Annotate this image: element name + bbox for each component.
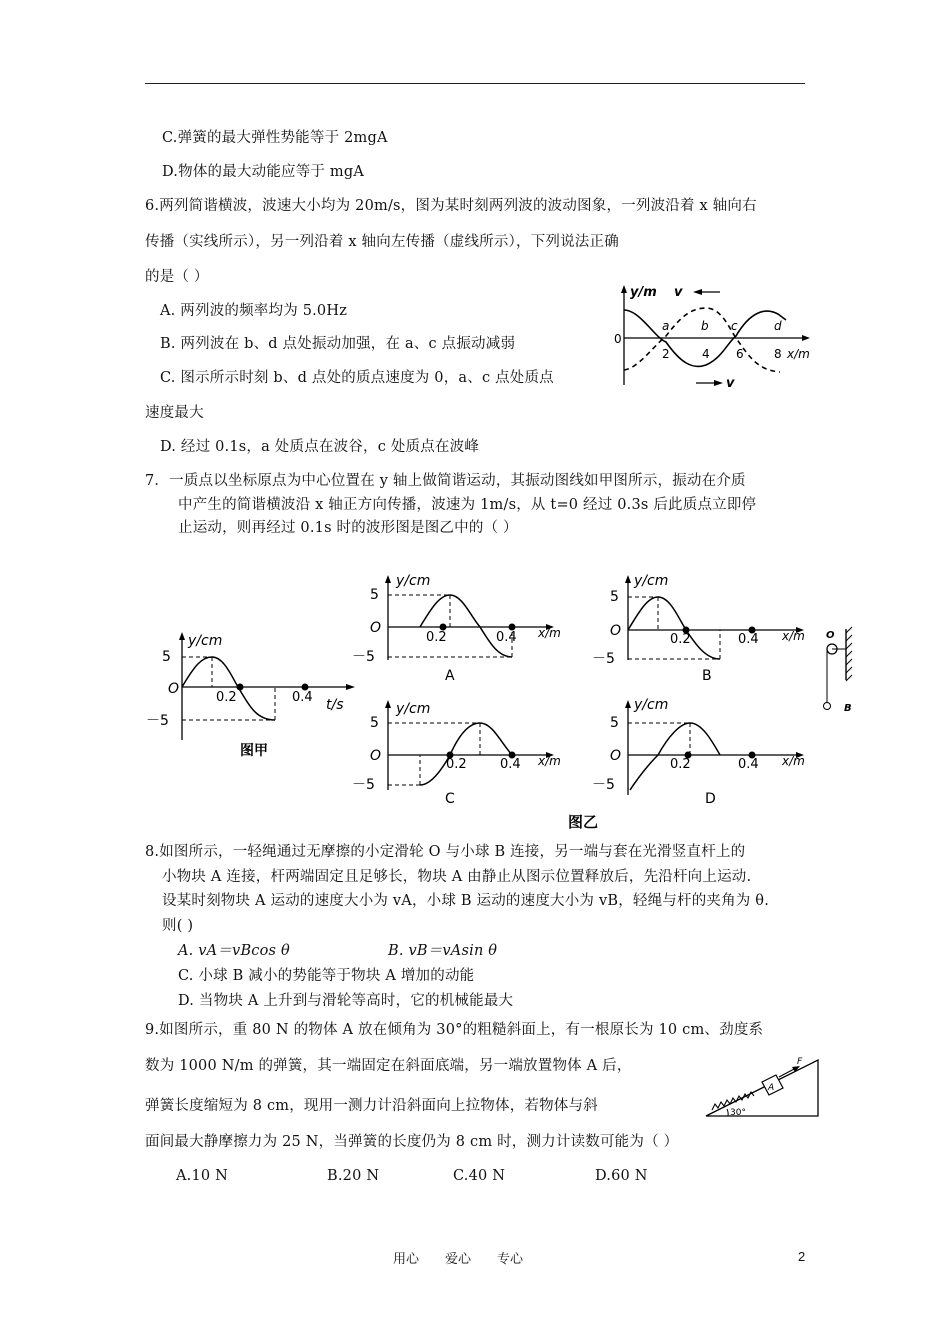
q6-point-d: d [774, 319, 782, 333]
svg-text:图甲: 图甲 [240, 743, 268, 759]
svg-text:y/cm: y/cm [396, 573, 431, 589]
q6-option-c-cont: 速度最大 [145, 405, 204, 421]
svg-text:－5: －5 [592, 777, 615, 793]
q6-point-a: a [662, 319, 670, 333]
svg-text:30°: 30° [730, 1108, 746, 1118]
q6-stem-3: 的是（ ） [145, 269, 209, 285]
svg-text:F: F [797, 1057, 803, 1067]
svg-text:O: O [370, 748, 382, 764]
svg-text:0.2: 0.2 [670, 632, 691, 647]
svg-text:0.4: 0.4 [496, 630, 517, 645]
page-footer: 用心 爱心 专心 [393, 1252, 524, 1267]
svg-text:0.2: 0.2 [446, 757, 467, 772]
page-number: 2 [798, 1249, 806, 1264]
q6-wave-figure [610, 280, 820, 395]
q6-tick-2: 2 [662, 347, 670, 361]
q8-stem-3: 设某时刻物块 A 运动的速度大小为 vA，小球 B 运动的速度大小为 vB，轻绳与杆的夹角为 θ. [162, 893, 770, 909]
q8-pulley-figure [818, 625, 868, 720]
svg-text:B: B [844, 703, 852, 714]
q6-xlabel: x/m [787, 347, 810, 361]
svg-text:5: 5 [370, 587, 379, 603]
svg-text:x/m: x/m [782, 754, 805, 768]
svg-text:－5: －5 [592, 651, 615, 667]
svg-text:O: O [370, 620, 382, 636]
q7-graph-D [592, 697, 805, 807]
svg-text:0.4: 0.4 [292, 690, 313, 705]
svg-text:y/cm: y/cm [634, 573, 669, 589]
svg-text:5: 5 [370, 715, 379, 731]
svg-text:D: D [705, 791, 716, 807]
svg-text:x/m: x/m [538, 626, 561, 640]
svg-text:B: B [702, 668, 712, 684]
q7-graph-B [592, 573, 805, 684]
q8-option-c: C. 小球 B 减小的势能等于物块 A 增加的动能 [178, 968, 475, 984]
svg-text:y/cm: y/cm [188, 633, 223, 649]
q6-point-c: c [731, 319, 738, 333]
svg-text:A: A [445, 668, 455, 684]
q8-option-a: A. vA＝vBcos θ [178, 943, 290, 959]
q7-yi-caption: 图乙 [568, 813, 599, 831]
q7-graph-jia [146, 632, 355, 759]
q9-option-c: C.40 N [453, 1168, 506, 1184]
svg-text:O: O [826, 630, 835, 641]
option-5c: C.弹簧的最大弹性势能等于 2mgA [162, 130, 388, 146]
svg-text:5: 5 [162, 649, 171, 665]
option-5d: D.物体的最大动能应等于 mgA [162, 164, 365, 180]
q7-graph-A [352, 573, 561, 684]
q6-ylabel: y/m [630, 285, 657, 300]
q8-option-d: D. 当物块 A 上升到与滑轮等高时，它的机械能最大 [178, 993, 514, 1009]
q9-stem-1: 9.如图所示，重 80 N 的物体 A 放在倾角为 30°的粗糙斜面上，有一根原长为 10 cm、劲度系 [145, 1022, 764, 1038]
svg-text:0.2: 0.2 [426, 630, 447, 645]
svg-text:5: 5 [610, 715, 619, 731]
q6-v-bottom: v [726, 376, 735, 391]
svg-text:t/s: t/s [326, 697, 344, 713]
q6-v-top: v [674, 285, 683, 300]
svg-text:O: O [168, 681, 180, 697]
q8-stem-1: 8.如图所示，一轻绳通过无摩擦的小定滑轮 O 与小球 B 连接，另一端与套在光滑竖直杆上的 [145, 844, 746, 860]
svg-text:0.4: 0.4 [738, 632, 759, 647]
q7-graph-C [352, 700, 561, 807]
q6-option-c: C. 图示所示时刻 b、d 点处的质点速度为 0，a、c 点处质点 [160, 370, 554, 386]
svg-text:A: A [768, 1083, 775, 1093]
q6-tick-4: 4 [702, 347, 710, 361]
q9-option-a: A.10 N [176, 1168, 229, 1184]
q9-incline-figure [700, 1052, 830, 1122]
svg-text:O: O [610, 623, 622, 639]
q9-stem-2: 数为 1000 N/m 的弹簧，其一端固定在斜面底端，另一端放置物体 A 后， [145, 1058, 632, 1074]
header-rule [145, 83, 805, 84]
svg-text:y/cm: y/cm [396, 701, 431, 717]
q9-stem-3: 弹簧长度缩短为 8 cm，现用一测力计沿斜面向上拉物体，若物体与斜 [145, 1098, 598, 1114]
q6-tick-8: 8 [774, 347, 782, 361]
q9-stem-4: 面间最大静摩擦力为 25 N，当弹簧的长度仍为 8 cm 时，测力计读数可能为（ ） [145, 1134, 679, 1150]
svg-text:x/m: x/m [538, 754, 561, 768]
q6-origin: 0 [614, 332, 622, 346]
q6-stem-2: 传播（实线所示），另一列沿着 x 轴向左传播（虚线所示），下列说法正确 [145, 234, 619, 250]
svg-text:O: O [610, 748, 622, 764]
q7-wave-figure [140, 565, 870, 835]
q6-option-a: A. 两列波的频率均为 5.0Hz [160, 303, 348, 319]
q6-stem-1: 6.两列简谐横波，波速大小均为 20m/s，图为某时刻两列波的波动图象，一列波沿着 x 轴向右 [145, 198, 757, 214]
q9-option-b: B.20 N [327, 1168, 380, 1184]
svg-text:0.2: 0.2 [216, 690, 237, 705]
q6-option-d: D. 经过 0.1s，a 处质点在波谷，c 处质点在波峰 [160, 439, 480, 455]
svg-text:0.4: 0.4 [500, 757, 521, 772]
svg-text:y/cm: y/cm [634, 697, 669, 713]
q7-stem-3: 止运动，则再经过 0.1s 时的波形图是图乙中的（ ） [178, 520, 518, 536]
svg-text:－5: －5 [146, 713, 169, 729]
svg-text:0.2: 0.2 [670, 757, 691, 772]
q6-point-b: b [701, 319, 709, 333]
q7-stem-2: 中产生的简谐横波沿 x 轴正方向传播，波速为 1m/s，从 t=0 经过 0.3s 后此质点立即停 [178, 497, 757, 513]
svg-text:－5: －5 [352, 777, 375, 793]
svg-text:C: C [445, 791, 455, 807]
q8-stem-4: 则( ) [162, 918, 194, 934]
q8-option-b: B. vB＝vAsin θ [388, 943, 498, 959]
svg-text:0.4: 0.4 [738, 757, 759, 772]
svg-text:－5: －5 [352, 649, 375, 665]
q8-stem-2: 小物块 A 连接，杆两端固定且足够长，物块 A 由静止从图示位置释放后，先沿杆向上运动. [162, 869, 752, 885]
q7-stem-1: 7．一质点以坐标原点为中心位置在 y 轴上做简谐运动，其振动图线如甲图所示，振动在介质 [145, 473, 746, 489]
svg-text:x/m: x/m [782, 629, 805, 643]
q9-option-d: D.60 N [595, 1168, 648, 1184]
svg-text:5: 5 [610, 589, 619, 605]
q6-option-b: B. 两列波在 b、d 点处振动加强，在 a、c 点振动减弱 [160, 336, 516, 352]
q6-tick-6: 6 [736, 347, 744, 361]
